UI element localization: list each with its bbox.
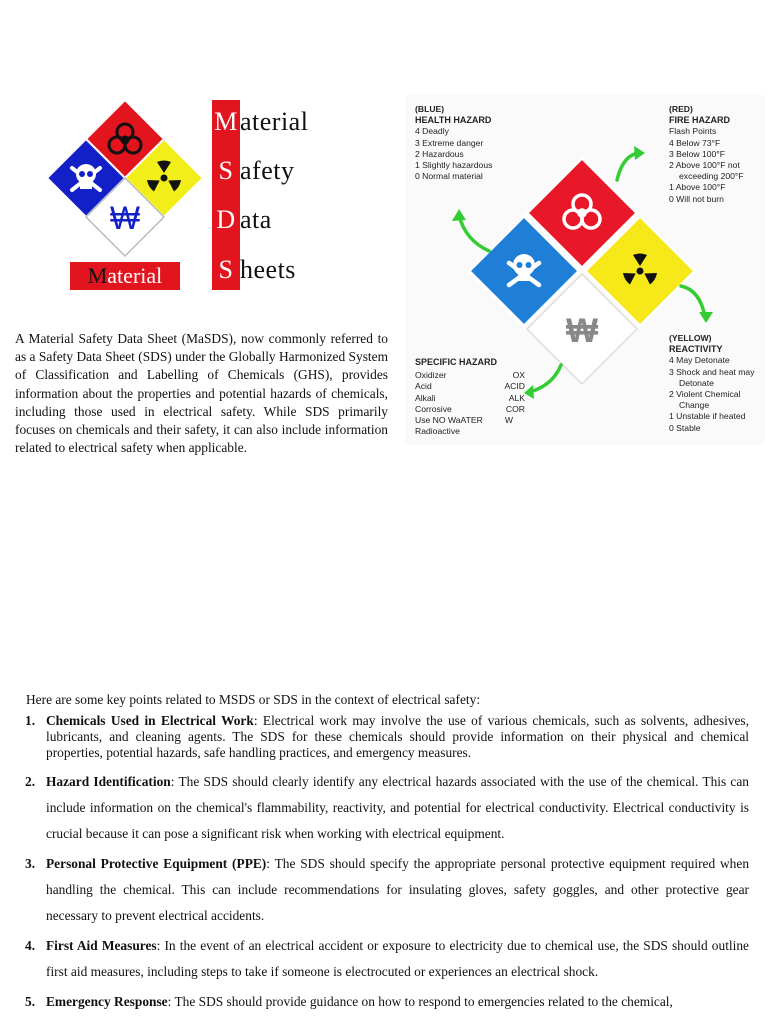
hazard-diamond [47,100,203,256]
reactivity-item: 2 Violent Chemical [669,389,741,400]
list-item [25,851,749,929]
item-text: : The SDS should clearly identify any electrical hazards associated with the use of the chemical. This can include information on the chemical's flammability, reactivity, and potential for electrical conductivity. Electrical conductivity is crucial because it can pose a significant risk when working with electrical equipment. [46,773,750,841]
item-term: Personal Protective Equipment (PPE) [46,855,267,871]
material-banner [70,262,180,290]
msds-rest-material: aterial [240,107,309,136]
banner-m: M [87,263,108,288]
health-item: 2 Hazardous [415,148,464,159]
item-number: 5. [25,993,36,1009]
msds-cap-d: D [216,205,236,234]
fire-title: FIRE HAZARD [669,115,730,126]
health-item: 3 Extreme danger [415,137,484,148]
list-item [25,769,749,847]
banner-rest: aterial [107,263,163,288]
msds-cap-s2: S [218,255,234,284]
health-title: HEALTH HAZARD [415,115,492,126]
health-item: 1 Slightly hazardous [415,160,493,171]
specific-title: SPECIFIC HAZARD [415,357,498,367]
specific-code: COR [505,403,525,414]
msds-word-safety [212,158,294,184]
msds-acronym [212,100,332,290]
specific-code: W [504,415,513,426]
item-text: : The SDS should provide guidance on how to respond to emergencies related to the chemical, [167,993,673,1009]
specific-row [415,393,525,404]
specific-name: Radioactive [415,426,460,437]
intro-paragraph: A Material Safety Data Sheet (MaSDS), now commonly referred to as a Safety Data Sheet (SDS) under the Globally Harmonized System of Classification and Labelling of Chemicals (GHS), provides information about the properties and potential hazards of chemicals, including those used in electrical safety. While SDS primarily focuses on chemicals and their safety, it can also include information related to electrical safety when applicable. [15,331,388,456]
item-text: : The SDS should specify the appropriate personal protective equipment required when handling the chemical. This can include recommendations for insulating gloves, safety goggles, and other protective gear necessary to prevent electrical accidents. [46,855,750,923]
fire-color-label: (RED) [669,104,693,114]
nfpa-won-symbol: ₩ [565,312,599,350]
item-number: 2. [25,773,36,789]
item-term: Chemicals Used in Electrical Work [46,713,254,728]
item-number: 1. [25,713,36,728]
reactivity-legend [669,333,768,434]
specific-row [415,426,525,437]
item-number: 3. [25,855,36,871]
won-symbol: ₩ [109,200,141,236]
reactivity-color-label: (YELLOW) [669,333,712,343]
list-item [25,933,749,985]
specific-name: Alkali [415,392,436,403]
key-points-intro: Here are some key points related to MSDS or SDS in the context of electrical safety: [26,692,481,707]
msds-rest-safety: afety [240,156,295,185]
reactivity-item: 1 Unstable if heated [669,411,746,422]
msds-cap-s: S [218,156,234,185]
msds-cap-m: M [214,107,238,136]
reactivity-item: 3 Shock and heat may [669,366,755,377]
specific-hazard-legend [415,357,525,437]
fire-item: 4 Below 73°F [669,137,721,148]
item-term: First Aid Measures [46,937,157,953]
specific-row [415,415,525,426]
specific-name: Use NO WaATER [415,415,483,426]
specific-code: OX [512,370,525,381]
specific-name: Corrosive [415,403,452,414]
fire-item: exceeding 200°F [679,171,744,182]
health-item: 0 Normal material [415,171,483,182]
specific-row [415,381,525,392]
fire-item: 1 Above 100°F [669,182,726,193]
item-term: Emergency Response [46,993,168,1009]
fire-hazard-legend [669,104,768,205]
reactivity-item: 4 May Detonate [669,355,730,366]
reactivity-item: Detonate [679,377,714,388]
fire-item: 2 Above 100°F not [669,160,740,171]
msds-word-data [212,207,272,233]
specific-name: Oxidizer [415,370,447,381]
health-item: 4 Deadly [415,126,449,137]
fire-item: 0 Will not burn [669,193,724,204]
msds-rest-data: ata [240,205,272,234]
msds-word-material [212,109,308,135]
item-text: : In the event of an electrical accident or exposure to electricity due to chemical use, the SDS should outline first aid measures, including steps to take if someone is electrocuted or experiences an electrical shock. [46,937,749,979]
reactivity-title: REACTIVITY [669,344,723,355]
list-item [25,713,749,762]
specific-code: ALK [508,392,525,403]
specific-row [415,370,525,381]
msds-rest-sheets: heets [240,255,296,284]
specific-code: ACID [504,381,525,392]
list-item [25,989,749,1015]
health-color-label: (BLUE) [415,104,445,114]
specific-row [415,404,525,415]
fire-item: 3 Below 100°F [669,148,725,159]
msds-word-sheets [212,257,296,283]
health-hazard-legend [415,104,565,182]
key-points-list [25,713,749,1015]
item-number: 4. [25,937,36,953]
item-term: Hazard Identification [46,773,171,789]
item-text: : Electrical work may involve the use of various chemicals, such as solvents, adhesives, lubricants, and cleaning agents. The SDS for these chemicals should provide information on their physical and chemical properties, potential hazards, safe handling practices, and emergency measures. [46,713,749,761]
reactivity-item: Change [679,400,710,411]
specific-name: Acid [415,381,432,392]
reactivity-item: 0 Stable [669,422,701,433]
fire-subtitle: Flash Points [669,126,717,137]
